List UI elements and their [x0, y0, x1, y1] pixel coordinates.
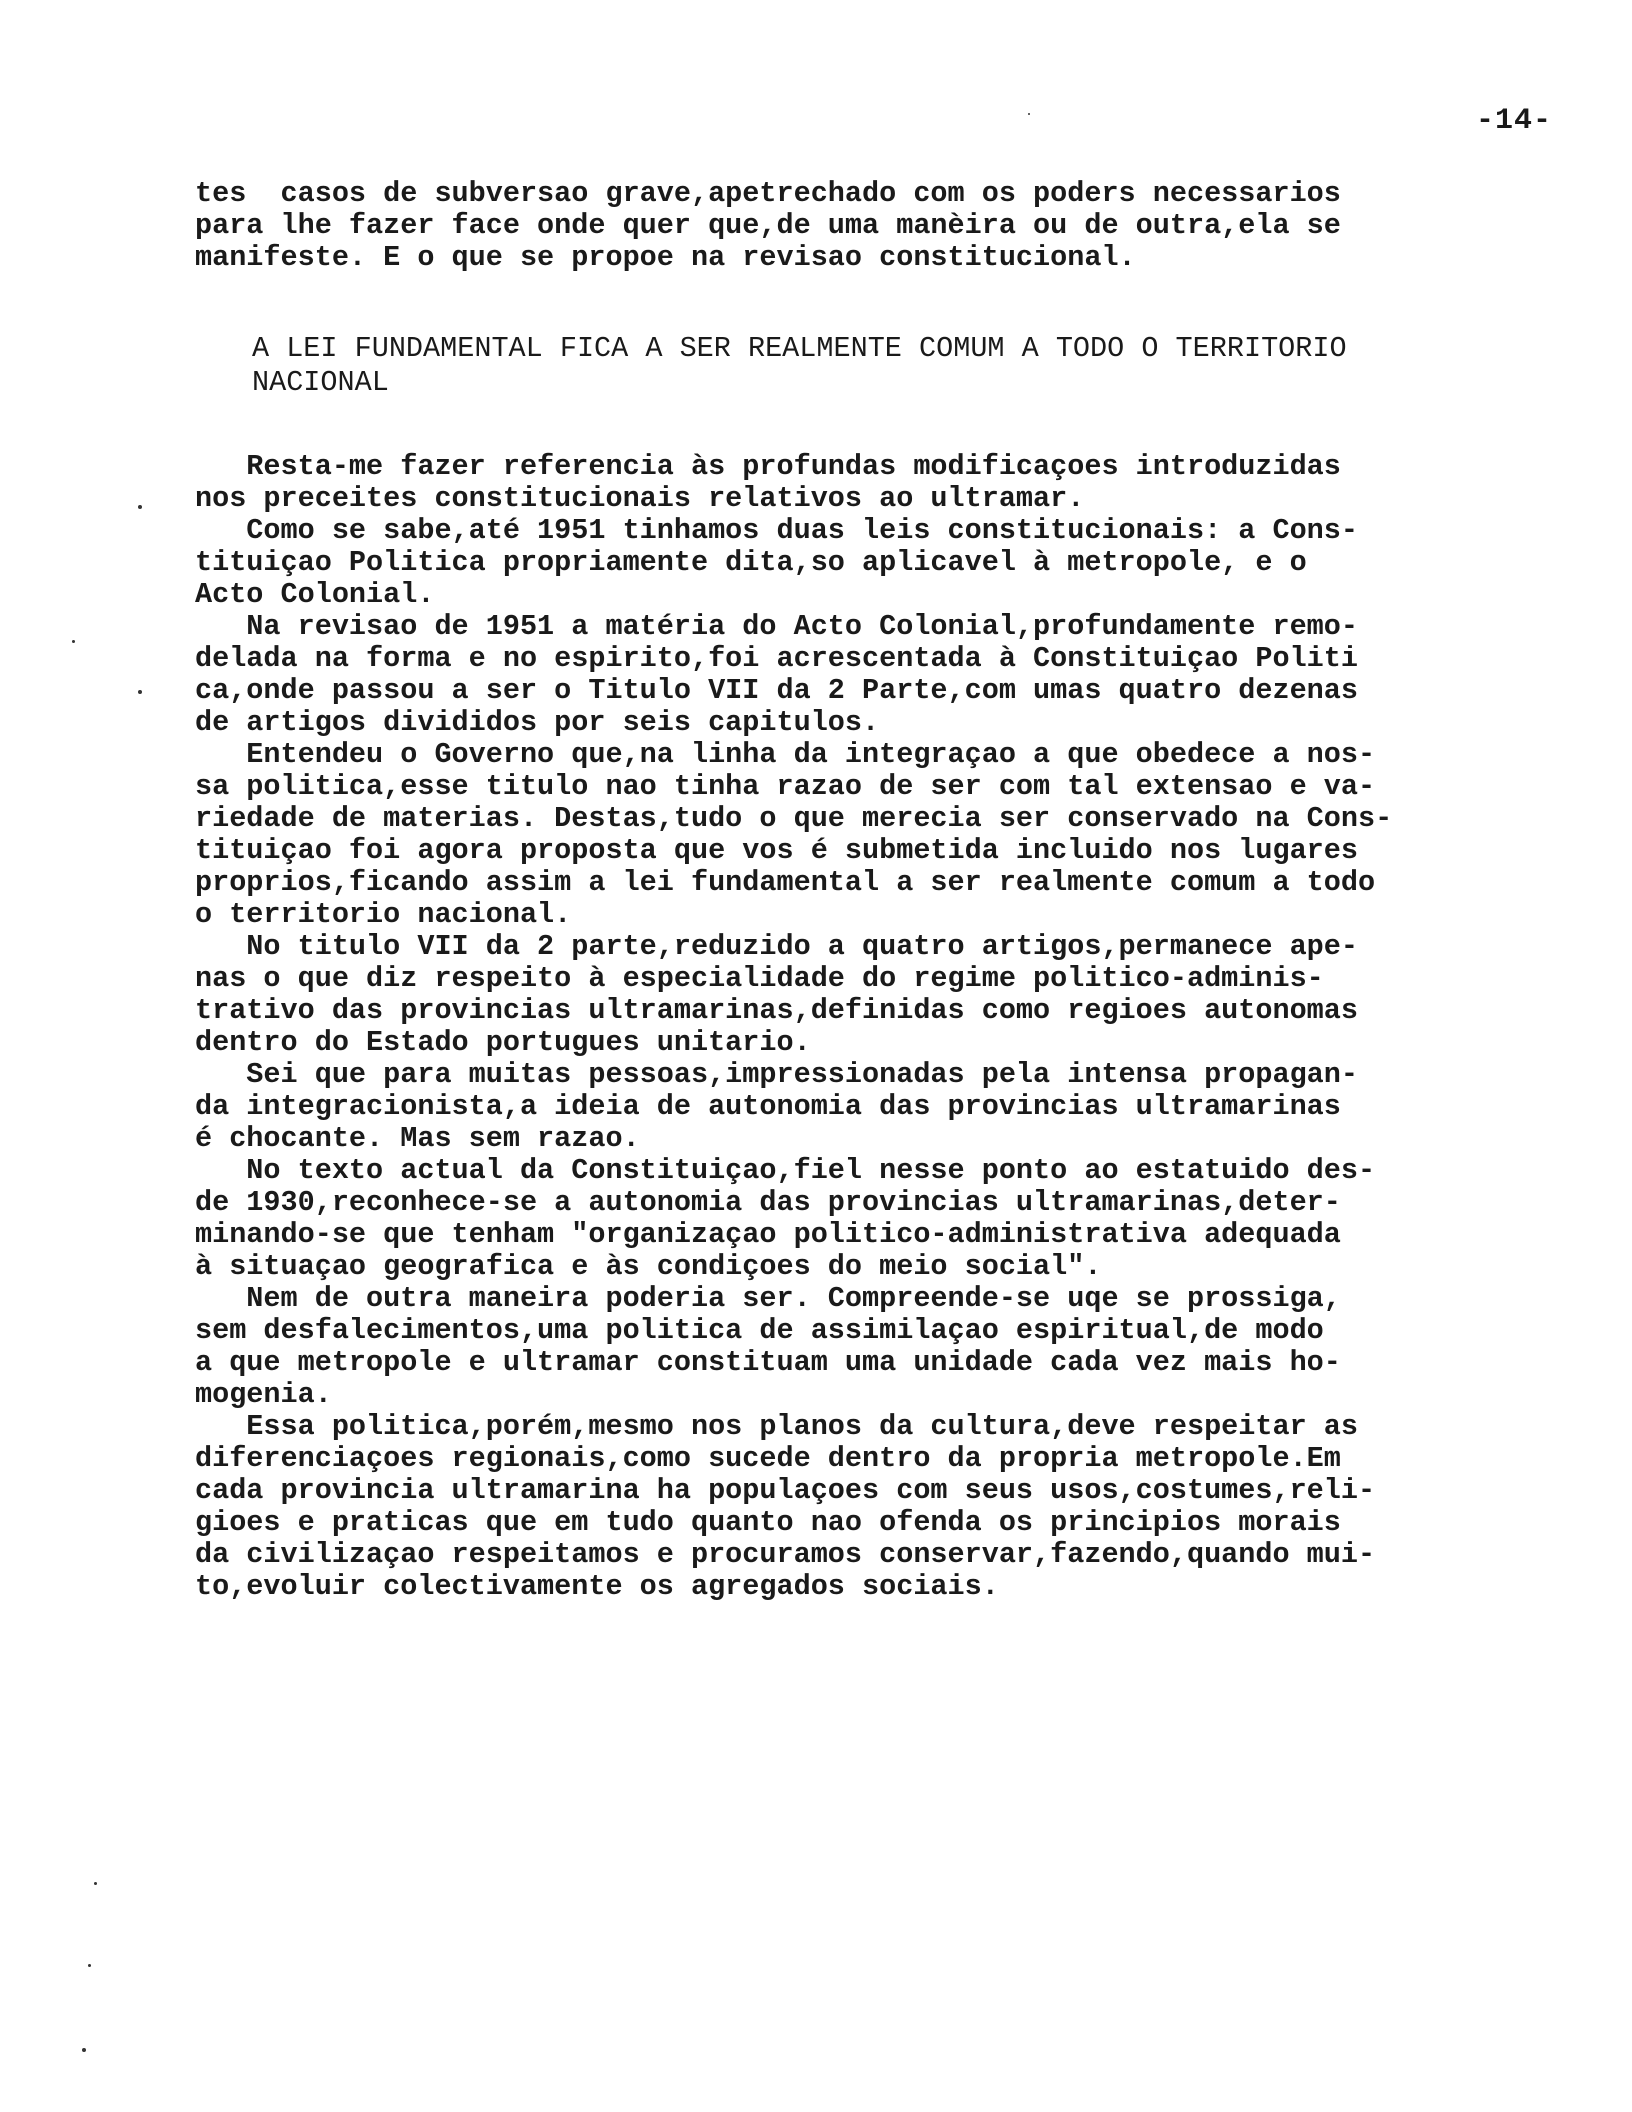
scan-speck [88, 1964, 91, 1967]
text-line: delada na forma e no espirito,foi acrescentada à Constituiçao Politi [195, 642, 1358, 675]
text-line: de 1930,reconhece-se a autonomia das provincias ultramarinas,deter- [195, 1186, 1341, 1219]
scan-speck [94, 1882, 97, 1885]
text-line: minando-se que tenham "organizaçao politico-administrativa adequada [195, 1218, 1341, 1251]
heading-line: A LEI FUNDAMENTAL FICA A SER REALMENTE COMUM A TODO O TERRITORIO [252, 332, 1347, 365]
text-line: à situaçao geografica e às condiçoes do meio social". [195, 1250, 1102, 1283]
text-line: tituiçao Politica propriamente dita,so aplicavel à metropole, e o [195, 546, 1307, 579]
text-line: nas o que diz respeito à especialidade do regime politico-adminis- [195, 962, 1324, 995]
intro-paragraph [195, 178, 1535, 274]
body-text [195, 451, 1535, 1603]
scan-speck [82, 2048, 86, 2052]
text-line: tes casos de subversao grave,apetrechado com os poders necessarios [195, 177, 1341, 210]
text-line: gioes e praticas que em tudo quanto nao ofenda os principios morais [195, 1506, 1341, 1539]
scan-speck [1028, 113, 1030, 115]
text-line: trativo das provincias ultramarinas,definidas como regioes autonomas [195, 994, 1358, 1027]
text-line: Na revisao de 1951 a matéria do Acto Colonial,profundamente remo- [195, 610, 1358, 643]
text-line: Nem de outra maneira poderia ser. Compreende-se uqe se prossiga, [195, 1282, 1341, 1315]
text-line: ca,onde passou a ser o Titulo VII da 2 Parte,com umas quatro dezenas [195, 674, 1358, 707]
text-line: para lhe fazer face onde quer que,de uma manèira ou de outra,ela se [195, 209, 1341, 242]
text-line: Resta-me fazer referencia às profundas modificaçoes introduzidas [195, 450, 1341, 483]
text-line: cada provincia ultramarina ha populaçoes com seus usos,costumes,reli- [195, 1474, 1376, 1507]
text-line: Sei que para muitas pessoas,impressionadas pela intensa propagan- [195, 1058, 1358, 1091]
text-line: riedade de materias. Destas,tudo o que merecia ser conservado na Cons- [195, 802, 1393, 835]
scan-speck [138, 690, 142, 694]
text-line: manifeste. E o que se propoe na revisao constitucional. [195, 241, 1136, 274]
scan-speck [138, 505, 142, 509]
text-line: Essa politica,porém,mesmo nos planos da cultura,deve respeitar as [195, 1410, 1358, 1443]
scan-speck [72, 640, 75, 643]
text-line: sem desfalecimentos,uma politica de assimilaçao espiritual,de modo [195, 1314, 1324, 1347]
page-number: -14- [1475, 104, 1552, 138]
text-line: de artigos divididos por seis capitulos. [195, 706, 880, 739]
text-line: to,evoluir colectivamente os agregados sociais. [195, 1570, 999, 1603]
text-line: Como se sabe,até 1951 tinhamos duas leis constitucionais: a Cons- [195, 514, 1358, 547]
text-line: No titulo VII da 2 parte,reduzido a quatro artigos,permanece ape- [195, 930, 1358, 963]
text-line: tituiçao foi agora proposta que vos é submetida incluido nos lugares [195, 834, 1358, 867]
section-heading [252, 332, 1542, 400]
text-line: diferenciaçoes regionais,como sucede dentro da propria metropole.Em [195, 1442, 1341, 1475]
text-line: proprios,ficando assim a lei fundamental a ser realmente comum a todo [195, 866, 1376, 899]
text-line: Acto Colonial. [195, 578, 435, 611]
text-line: No texto actual da Constituiçao,fiel nesse ponto ao estatuido des- [195, 1154, 1376, 1187]
text-line: dentro do Estado portugues unitario. [195, 1026, 811, 1059]
text-line: a que metropole e ultramar constituam uma unidade cada vez mais ho- [195, 1346, 1341, 1379]
heading-line: NACIONAL [252, 366, 389, 399]
text-line: da civilizaçao respeitamos e procuramos conservar,fazendo,quando mui- [195, 1538, 1376, 1571]
text-line: da integracionista,a ideia de autonomia das provincias ultramarinas [195, 1090, 1341, 1123]
text-line: mogenia. [195, 1378, 332, 1411]
text-line: sa politica,esse titulo nao tinha razao de ser com tal extensao e va- [195, 770, 1376, 803]
text-line: Entendeu o Governo que,na linha da integraçao a que obedece a nos- [195, 738, 1376, 771]
text-line: é chocante. Mas sem razao. [195, 1122, 640, 1155]
text-line: o territorio nacional. [195, 898, 572, 931]
text-line: nos preceites constitucionais relativos ao ultramar. [195, 482, 1085, 515]
